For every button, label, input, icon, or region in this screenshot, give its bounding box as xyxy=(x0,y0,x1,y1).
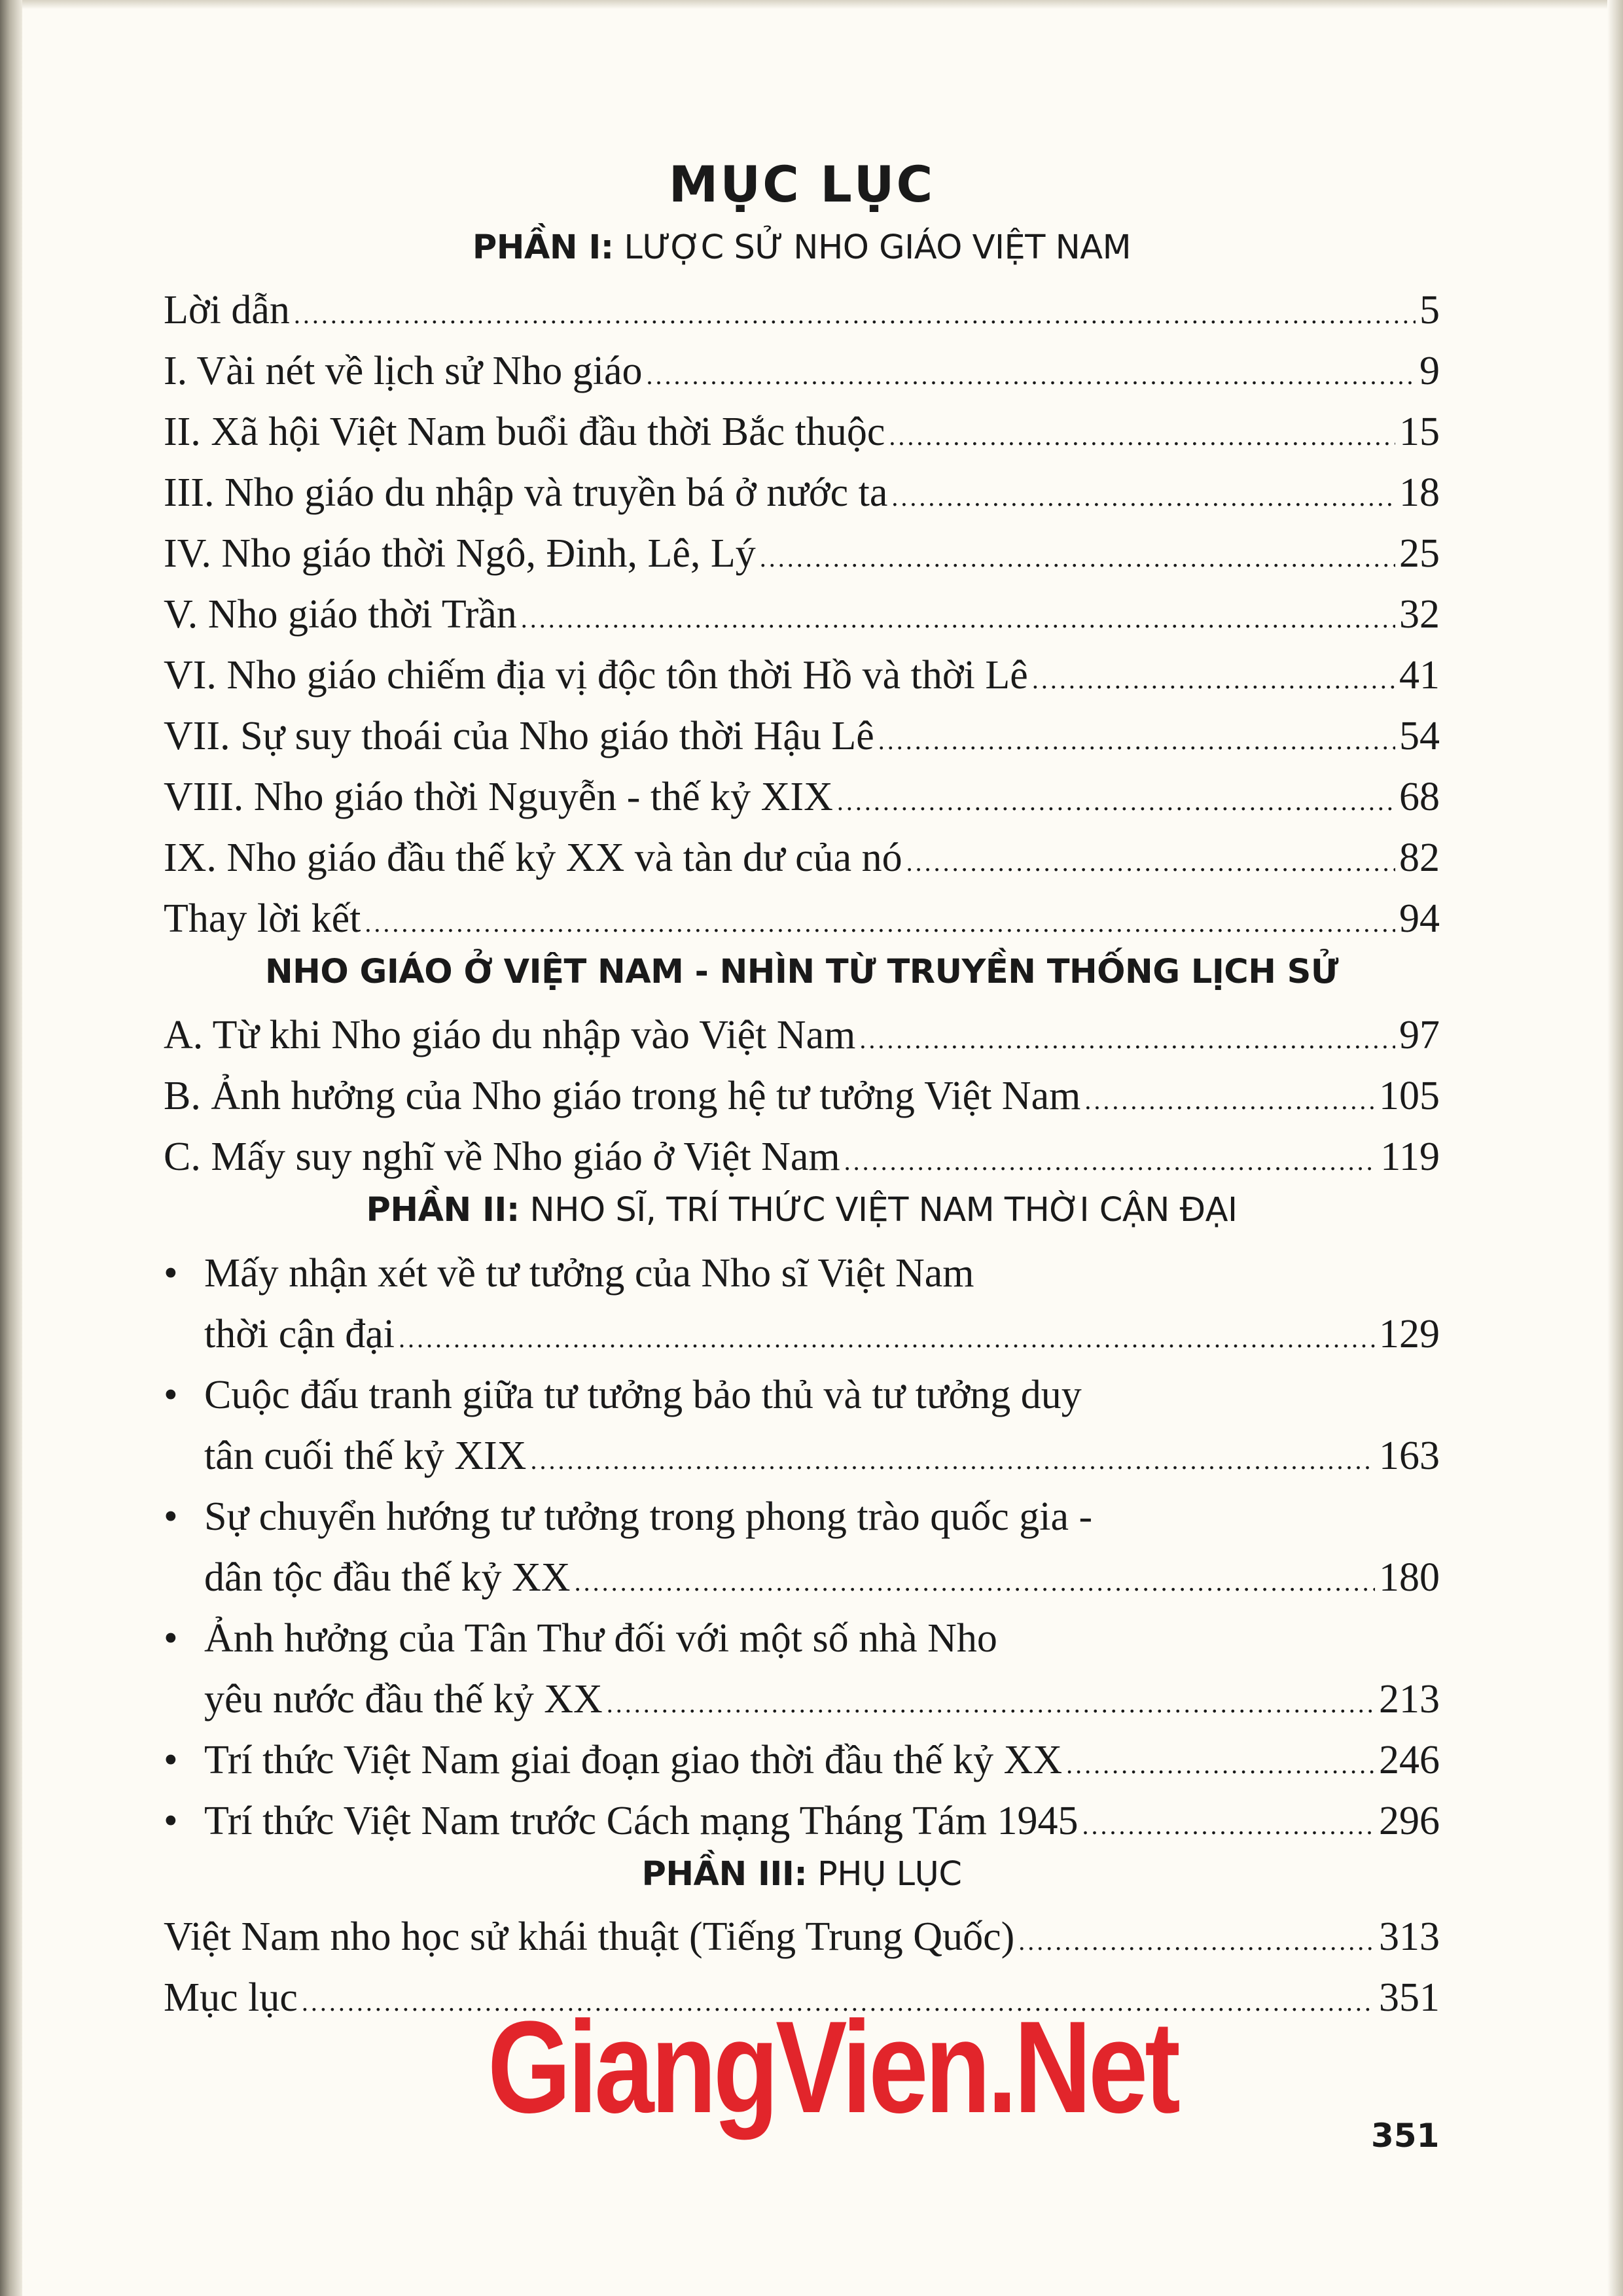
toc-entry-page: 9 xyxy=(1419,349,1440,394)
toc-entry-page: 180 xyxy=(1379,1555,1440,1600)
dot-leader xyxy=(607,1684,1375,1723)
toc-entry[interactable] xyxy=(164,706,1440,767)
toc-entry[interactable] xyxy=(164,463,1440,523)
toc-entry-page: 32 xyxy=(1399,592,1440,637)
dot-leader xyxy=(906,843,1395,882)
part3-heading-number: PHẦN III: xyxy=(641,1854,808,1894)
part1b-heading: NHO GIÁO Ở VIỆT NAM - NHÌN TỪ TRUYỀN THỐNG LỊCH SỬ xyxy=(264,953,1339,992)
toc-entry[interactable] xyxy=(164,523,1440,584)
part3-heading-text: PHỤ LỤC xyxy=(807,1854,962,1894)
dot-leader xyxy=(878,721,1395,760)
toc-entry-page: 119 xyxy=(1380,1134,1440,1179)
toc-bullet-entry[interactable] xyxy=(164,1730,1440,1791)
toc-entry[interactable] xyxy=(164,584,1440,645)
toc-entry-label: Trí thức Việt Nam giai đoạn giao thời đầu thế kỷ XX xyxy=(204,1737,1063,1782)
toc-entry-label: VIII. Nho giáo thời Nguyễn - thế kỷ XIX xyxy=(164,775,833,820)
toc-entry-page: 54 xyxy=(1399,714,1440,759)
toc-entry-label: dân tộc đầu thế kỷ XX xyxy=(204,1555,571,1600)
toc-entry-page: 25 xyxy=(1399,531,1440,576)
toc-entry-label: Trí thức Việt Nam trước Cách mạng Tháng Tám 1945 xyxy=(204,1798,1079,1843)
toc-entry-page: 15 xyxy=(1399,410,1440,455)
dot-leader xyxy=(1018,1922,1375,1961)
toc-page xyxy=(164,157,1440,2028)
toc-entry-page: 68 xyxy=(1399,775,1440,820)
dot-leader xyxy=(521,599,1395,639)
toc-entry-label: yêu nước đầu thế kỷ XX xyxy=(204,1676,603,1722)
bullet-icon: • xyxy=(164,1737,178,1782)
page-right-edge xyxy=(1607,0,1623,2296)
part2-heading xyxy=(164,1192,1440,1230)
toc-entry-label: IV. Nho giáo thời Ngô, Đinh, Lê, Lý xyxy=(164,531,756,576)
toc-entry-label: Mục lục xyxy=(164,1975,298,2021)
toc-entry[interactable] xyxy=(164,889,1440,949)
toc-bullet-entry[interactable] xyxy=(164,1365,1440,1487)
dot-leader xyxy=(889,417,1395,456)
toc-entry[interactable] xyxy=(164,1005,1440,1066)
toc-entry[interactable] xyxy=(164,767,1440,828)
bullet-icon: • xyxy=(164,1616,178,1661)
dot-leader xyxy=(365,904,1395,943)
toc-entry-page: 97 xyxy=(1399,1012,1440,1057)
dot-leader xyxy=(844,1142,1377,1181)
dot-leader xyxy=(891,478,1395,517)
dot-leader xyxy=(837,782,1395,821)
part1-heading-number: PHẦN I: xyxy=(472,228,614,267)
toc-entry-page: 5 xyxy=(1419,288,1440,333)
toc-bullet-entry[interactable] xyxy=(164,1791,1440,1852)
page-top-edge xyxy=(0,0,1623,9)
toc-entry-label: A. Từ khi Nho giáo du nhập vào Việt Nam xyxy=(164,1012,856,1057)
toc-entry-label: Thay lời kết xyxy=(164,896,361,942)
toc-entry-page: 129 xyxy=(1379,1311,1440,1356)
toc-entry-label: tân cuối thế kỷ XIX xyxy=(204,1433,527,1478)
toc-entry-label: III. Nho giáo du nhập và truyền bá ở nước ta xyxy=(164,470,888,516)
toc-entry-page: 18 xyxy=(1399,470,1440,516)
dot-leader xyxy=(530,1441,1375,1480)
toc-entry-page: 296 xyxy=(1379,1798,1440,1843)
dot-leader xyxy=(294,295,1416,334)
toc-entry-label-line1: Ảnh hưởng của Tân Thư đối với một số nhà Nho xyxy=(204,1616,997,1661)
dot-leader xyxy=(1032,660,1395,699)
dot-leader xyxy=(1084,1081,1375,1120)
toc-entry[interactable] xyxy=(164,828,1440,889)
toc-entry-label: Lời dẫn xyxy=(164,288,290,333)
toc-entry-page: 82 xyxy=(1399,836,1440,881)
toc-entry-label: V. Nho giáo thời Trần xyxy=(164,592,517,637)
toc-entry-page: 105 xyxy=(1379,1073,1440,1118)
page-binding-shadow xyxy=(0,0,22,2296)
part2-heading-number: PHẦN II: xyxy=(366,1190,520,1229)
part1-heading-text: LƯỢC SỬ NHO GIÁO VIỆT NAM xyxy=(613,228,1132,267)
toc-bullet-entry[interactable] xyxy=(164,1608,1440,1730)
toc-bullet-entry[interactable] xyxy=(164,1487,1440,1608)
bullet-icon: • xyxy=(164,1250,178,1296)
toc-entry-label: B. Ảnh hưởng của Nho giáo trong hệ tư tưởng Việt Nam xyxy=(164,1073,1081,1118)
toc-entry-label: II. Xã hội Việt Nam buổi đầu thời Bắc thuộc xyxy=(164,410,885,455)
toc-entry[interactable] xyxy=(164,341,1440,402)
toc-entry-label: IX. Nho giáo đầu thế kỷ XX và tàn dư của nó xyxy=(164,836,902,881)
toc-entry-page: 246 xyxy=(1379,1737,1440,1782)
toc-entry-label-line1: Cuộc đấu tranh giữa tư tưởng bảo thủ và tư tưởng duy xyxy=(204,1372,1082,1417)
toc-entry-label: thời cận đại xyxy=(204,1311,395,1356)
toc-bullet-entry[interactable] xyxy=(164,1243,1440,1365)
part1-heading xyxy=(164,229,1440,268)
dot-leader xyxy=(647,356,1416,395)
toc-entry[interactable] xyxy=(164,1907,1440,1968)
toc-entry-label: VI. Nho giáo chiếm địa vị độc tôn thời Hồ và thời Lê xyxy=(164,653,1028,698)
toc-entry-label: I. Vài nét về lịch sử Nho giáo xyxy=(164,349,643,394)
page-title: MỤC LỤC xyxy=(668,155,935,213)
toc-entry-page: 213 xyxy=(1379,1676,1440,1722)
bullet-icon: • xyxy=(164,1494,178,1539)
watermark-logo: GiangVien.Net xyxy=(488,1994,1177,2140)
bullet-icon: • xyxy=(164,1798,178,1843)
toc-entry-page: 351 xyxy=(1379,1975,1440,2021)
toc-entry-page: 94 xyxy=(1399,896,1440,942)
dot-leader xyxy=(1066,1745,1375,1784)
part2-heading-text: NHO SĨ, TRÍ THỨC VIỆT NAM THỜI CẬN ĐẠI xyxy=(519,1190,1238,1229)
toc-entry-label-line1: Mấy nhận xét về tư tưởng của Nho sĩ Việt Nam xyxy=(204,1250,974,1296)
toc-entry[interactable] xyxy=(164,1127,1440,1188)
toc-entry-label-line1: Sự chuyển hướng tư tưởng trong phong trào quốc gia - xyxy=(204,1494,1093,1539)
dot-leader xyxy=(859,1020,1395,1059)
toc-entry-page: 313 xyxy=(1379,1915,1440,1960)
page-number: 351 xyxy=(1371,2117,1440,2155)
toc-entry[interactable] xyxy=(164,645,1440,706)
toc-entry[interactable] xyxy=(164,402,1440,463)
toc-entry-label: VII. Sự suy thoái của Nho giáo thời Hậu Lê xyxy=(164,714,874,759)
dot-leader xyxy=(575,1563,1375,1602)
toc-entry-label: C. Mấy suy nghĩ về Nho giáo ở Việt Nam xyxy=(164,1134,840,1179)
toc-entry-page: 41 xyxy=(1399,653,1440,698)
toc-entry[interactable] xyxy=(164,280,1440,341)
toc-entry-label: Việt Nam nho học sử khái thuật (Tiếng Trung Quốc) xyxy=(164,1915,1015,1960)
dot-leader xyxy=(399,1319,1375,1358)
dot-leader xyxy=(1082,1806,1375,1845)
part3-heading xyxy=(164,1856,1440,1894)
bullet-icon: • xyxy=(164,1372,178,1417)
toc-entry-page: 163 xyxy=(1379,1433,1440,1478)
toc-entry[interactable] xyxy=(164,1066,1440,1127)
dot-leader xyxy=(760,539,1395,578)
